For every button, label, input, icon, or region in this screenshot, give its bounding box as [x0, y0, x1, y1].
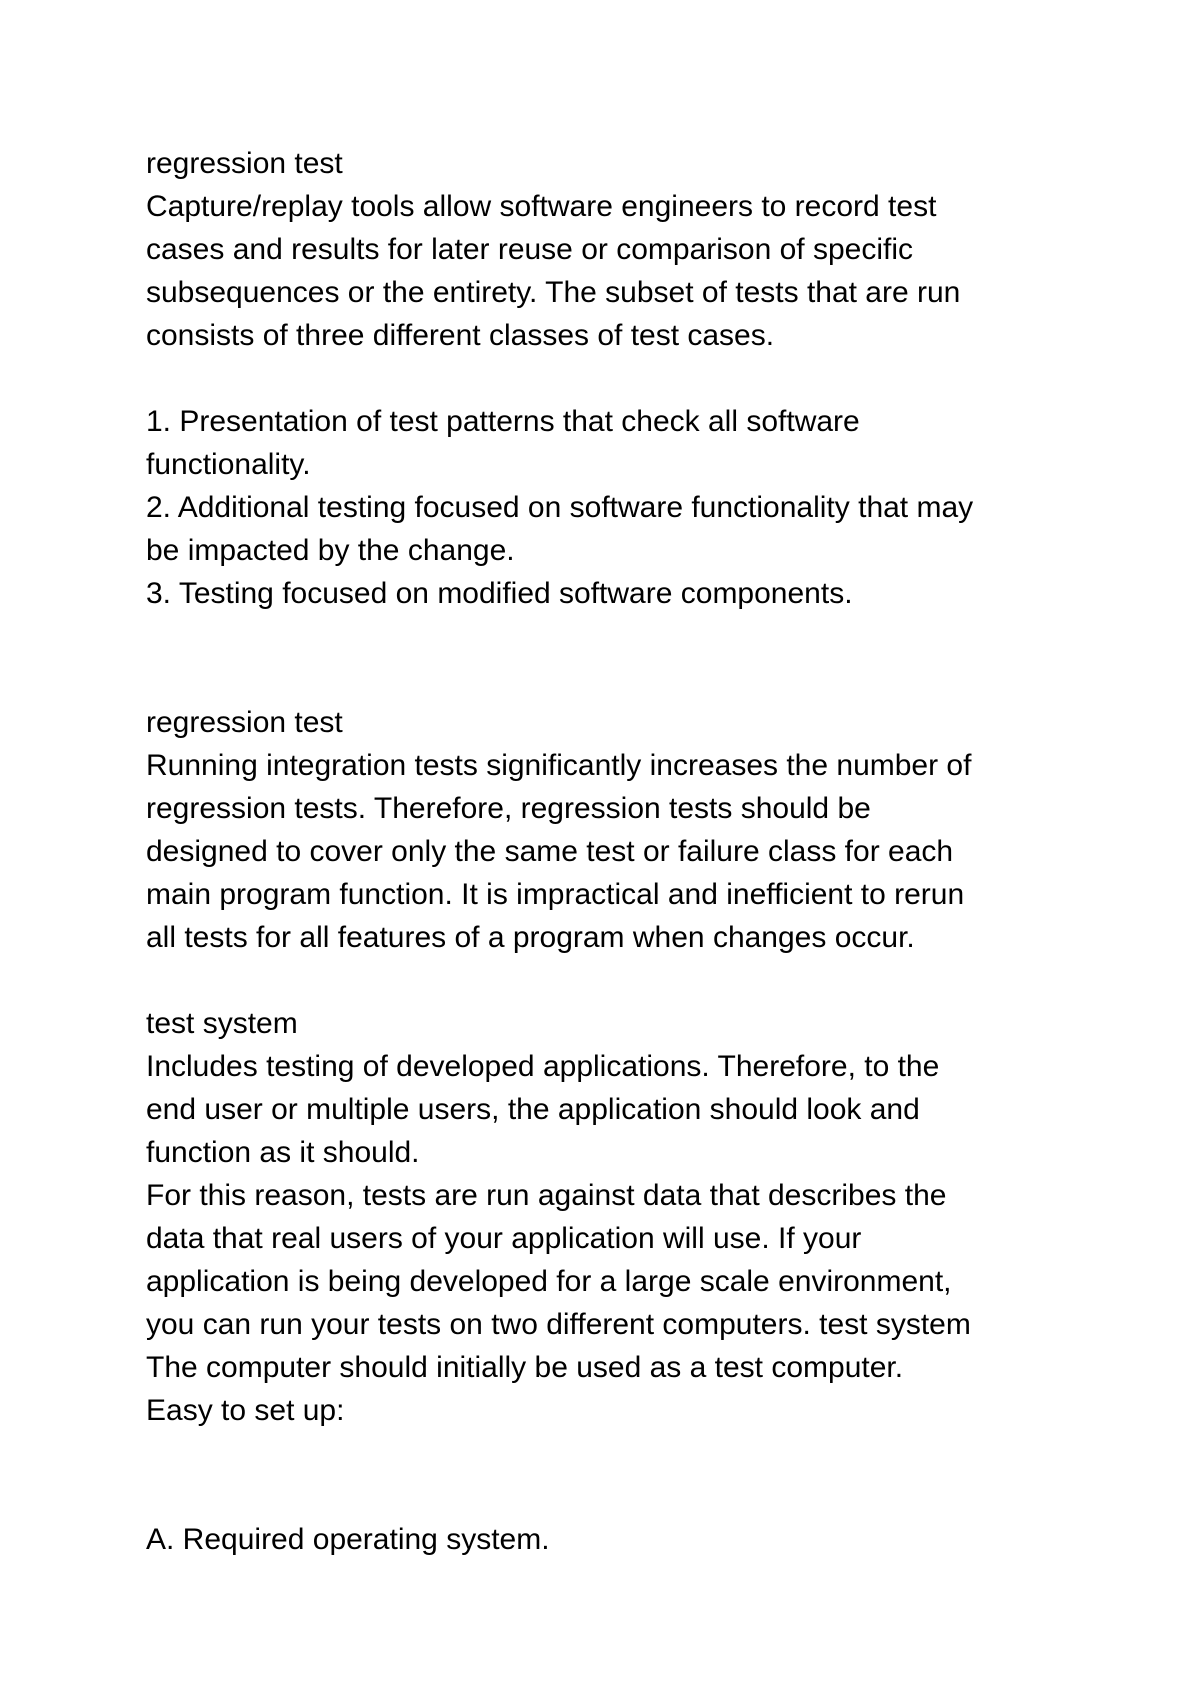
section-heading-regression-test-1: regression test [146, 147, 343, 180]
paragraph-line: consists of three different classes of test cases. [146, 319, 775, 352]
paragraph-line: you can run your tests on two different computers. test system [146, 1308, 971, 1341]
document-body [146, 142, 1066, 1561]
paragraph-line: regression tests. Therefore, regression tests should be [146, 792, 871, 825]
paragraph-line: main program function. It is impractical and inefficient to rerun [146, 878, 965, 911]
section-heading-test-system: test system [146, 1007, 298, 1040]
paragraph-line: The computer should initially be used as a test computer. [146, 1351, 904, 1384]
paragraph-line: designed to cover only the same test or failure class for each [146, 835, 954, 868]
list-item-line: 3. Testing focused on modified software components. [146, 577, 853, 610]
paragraph-line: Easy to set up: [146, 1394, 345, 1427]
paragraph-line: all tests for all features of a program when changes occur. [146, 921, 915, 954]
paragraph-line: application is being developed for a large scale environment, [146, 1265, 952, 1298]
spacer [146, 1432, 1066, 1518]
paragraph-line: cases and results for later reuse or comparison of specific [146, 233, 914, 266]
list-item-line: be impacted by the change. [146, 534, 515, 567]
section-heading-regression-test-2: regression test [146, 706, 343, 739]
list-item-line: A. Required operating system. [146, 1523, 550, 1556]
spacer [146, 357, 1066, 400]
paragraph-line: subsequences or the entirety. The subset of tests that are run [146, 276, 961, 309]
paragraph-line: function as it should. [146, 1136, 420, 1169]
list-item-line: functionality. [146, 448, 311, 481]
list-item-line: 1. Presentation of test patterns that check all software [146, 405, 860, 438]
paragraph-line: data that real users of your application will use. If your [146, 1222, 862, 1255]
paragraph-line: Running integration tests significantly increases the number of [146, 749, 972, 782]
paragraph-line: Includes testing of developed applications. Therefore, to the [146, 1050, 940, 1083]
spacer [146, 615, 1066, 701]
spacer [146, 959, 1066, 1002]
paragraph-line: For this reason, tests are run against data that describes the [146, 1179, 947, 1212]
paragraph-line: end user or multiple users, the application should look and [146, 1093, 920, 1126]
list-item-line: 2. Additional testing focused on software functionality that may [146, 491, 974, 524]
paragraph-line: Capture/replay tools allow software engineers to record test [146, 190, 937, 223]
